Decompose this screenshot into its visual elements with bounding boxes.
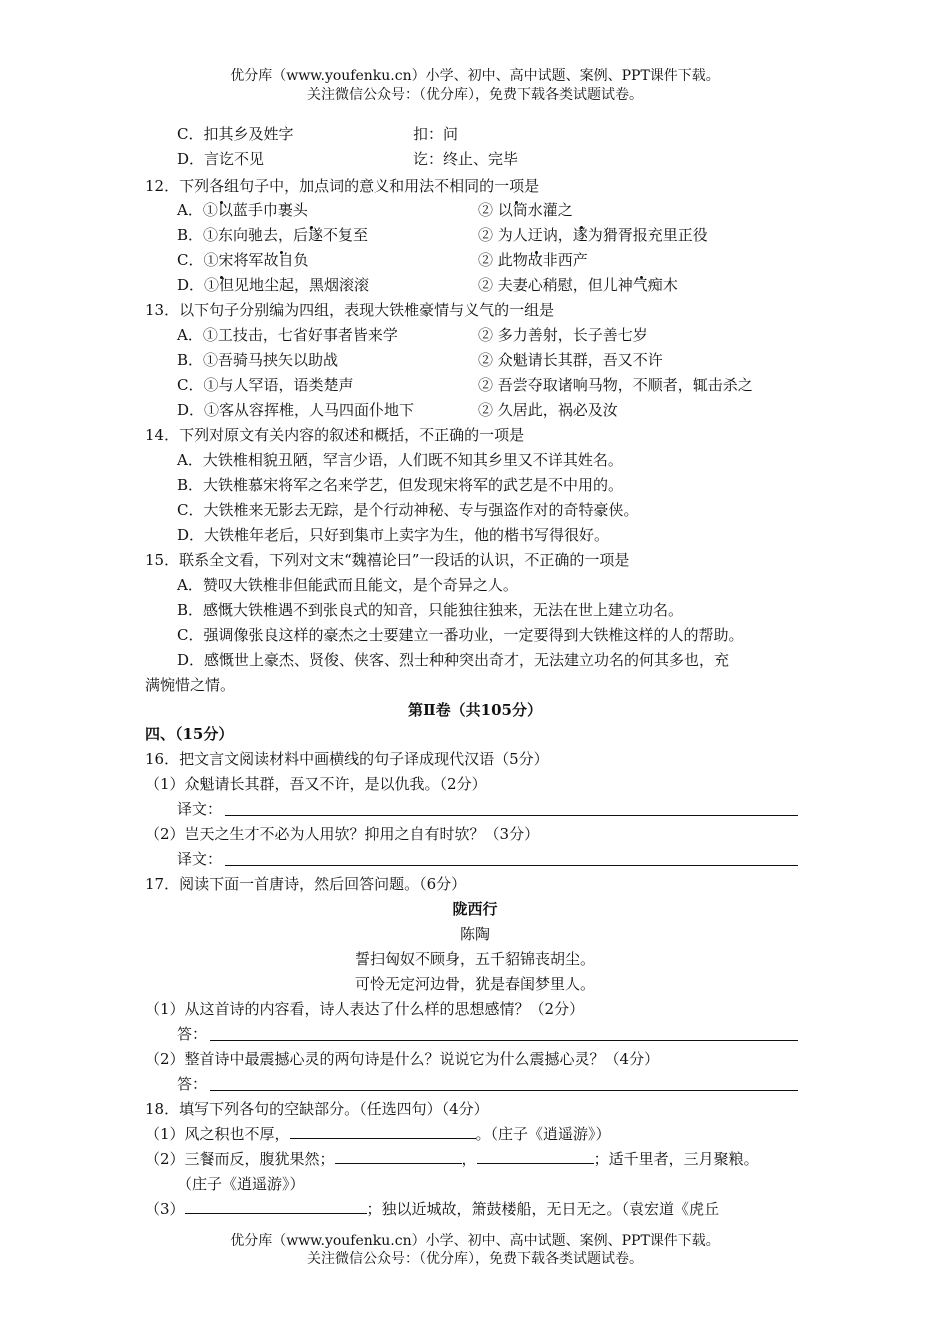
- q16-part-2-answer-line[interactable]: [225, 851, 798, 866]
- q14-option-a: A．大铁椎相貌丑陋，罕言少语，人们既不知其乡里又不详其姓名。: [177, 451, 623, 469]
- q18-blank-1[interactable]: [290, 1124, 476, 1139]
- q13-option-c2: ② 吾尝夺取诸响马物，不顺者，辄击杀之: [478, 376, 753, 394]
- q18-line-1-prefix: （1）风之积也不厚，: [145, 1125, 290, 1143]
- q15-option-c: C．强调像张良这样的豪杰之士要建立一番功业，一定要得到大铁椎这样的人的帮助。: [177, 626, 744, 644]
- q13-stem: 13．以下句子分别编为四组，表现大铁椎豪情与义气的一组是: [145, 301, 555, 319]
- q18-blank-4[interactable]: [185, 1199, 367, 1214]
- q12-option-a2: ② 以筒水灌之: [478, 201, 573, 219]
- q18-line-2-prefix: （2）三餐而反，腹犹果然；: [145, 1150, 335, 1168]
- q12-option-d2: ② 夫妻心稍慰，但儿神气痴木: [478, 276, 678, 294]
- q12-option-b2: ② 为人迂讷，遂为猾胥报充里正役: [478, 226, 708, 244]
- q12-option-d1: D．①但见地尘起，黑烟滚滚: [177, 276, 370, 294]
- header-line-1: 优分库（www.youfenku.cn）小学、初中、高中试题、案例、PPT课件下载。: [230, 68, 720, 84]
- q18-blank-3[interactable]: [477, 1149, 594, 1164]
- q12-option-b1: B．①东向驰去，后遂不复至: [177, 226, 369, 244]
- q14-option-c: C．大铁椎来无影去无踪，是个行动神秘、专与强盗作对的奇特豪侠。: [177, 501, 639, 519]
- q12-stem: 12．下列各组句子中，加点词的意义和用法不相同的一项是: [145, 177, 540, 195]
- q16-part-1-answer-line[interactable]: [225, 801, 798, 816]
- q13-option-a2: ② 多力善射，长子善七岁: [478, 326, 648, 344]
- q17-part-2: （2）整首诗中最震撼心灵的两句诗是什么？说说它为什么震撼心灵？（4分）: [145, 1050, 660, 1068]
- q15-option-b: B．感慨大铁椎遇不到张良式的知音，只能独往独来，无法在世上建立功名。: [177, 601, 684, 619]
- q13-option-d2: ② 久居此，祸必及汝: [478, 401, 618, 419]
- q16-part-1: （1）众魁请长其群，吾又不许，是以仇我。（2分）: [145, 775, 487, 793]
- q16-part-2: （2）岂天之生才不必为人用欤？抑用之自有时欤？（3分）: [145, 825, 540, 843]
- q18-line-2-sep: ，: [461, 1150, 477, 1168]
- q11-option-c: C．扣其乡及姓字: [177, 125, 294, 143]
- q15-stem: 15．联系全文看，下列对文末“魏禧论曰”一段话的认识，不正确的一项是: [145, 551, 630, 569]
- q15-option-a: A．赞叹大铁椎非但能武而且能文，是个奇异之人。: [177, 576, 518, 594]
- footer-line-2: 关注微信公众号：（优分库），免费下载各类试题试卷。: [307, 1251, 643, 1267]
- q12-option-c2: ② 此物故非西产: [478, 251, 588, 269]
- q17-part-1-label: 答：: [177, 1025, 208, 1043]
- q14-stem: 14．下列对原文有关内容的叙述和概括，不正确的一项是: [145, 426, 525, 444]
- q15-option-d-cont: 满惋惜之情。: [145, 676, 236, 694]
- poem-title: 陇西行: [452, 900, 498, 918]
- q18-line-1-suffix: 。（庄子《逍遥游》）: [475, 1125, 611, 1143]
- q16-part-2-label: 译文：: [177, 850, 223, 868]
- q18-line-2-suffix: ；适千里者，三月聚粮。: [593, 1150, 759, 1168]
- q18-line-3: [145, 1199, 719, 1219]
- q17-part-1-answer-line[interactable]: [210, 1026, 798, 1041]
- section-4-title: 四、（15分）: [145, 725, 234, 743]
- volume-2-title: 第Ⅱ卷（共105分）: [408, 701, 542, 719]
- q11-option-c-gloss: 扣：问: [413, 125, 459, 143]
- poem-author: 陈陶: [459, 925, 490, 943]
- footer-line-1: 优分库（www.youfenku.cn）小学、初中、高中试题、案例、PPT课件下载。: [230, 1233, 720, 1249]
- q16-part-1-label: 译文：: [177, 800, 223, 818]
- q12-option-a1: A．①以蓝手巾裹头: [177, 201, 308, 219]
- header-line-2: 关注微信公众号：（优分库），免费下载各类试题试卷。: [307, 87, 643, 103]
- q18-blank-2[interactable]: [335, 1149, 462, 1164]
- q13-option-b2: ② 众魁请长其群，吾又不许: [478, 351, 663, 369]
- q17-part-2-label: 答：: [177, 1075, 208, 1093]
- q13-option-b1: B．①吾骑马挟矢以助战: [177, 351, 339, 369]
- q13-option-a1: A．①工技击，七省好事者皆来学: [177, 326, 398, 344]
- q15-option-d: D．感慨世上豪杰、贤俊、侠客、烈士种种突出奇才，无法建立功名的何其多也，充: [177, 651, 730, 669]
- q13-option-d1: D．①客从容挥椎，人马四面仆地下: [177, 401, 415, 419]
- q13-option-c1: C．①与人罕语，语类楚声: [177, 376, 354, 394]
- q11-option-d-gloss: 讫：终止、完毕: [413, 150, 519, 168]
- q18-line-1: [145, 1124, 611, 1144]
- poem-line-2: 可怜无定河边骨，犹是春闺梦里人。: [354, 975, 595, 993]
- q11-option-d: D．言讫不见: [177, 150, 265, 168]
- q14-option-b: B．大铁椎慕宋将军之名来学艺，但发现宋将军的武艺是不中用的。: [177, 476, 624, 494]
- q18-line-2-source: （庄子《逍遥游》）: [177, 1175, 305, 1193]
- q17-stem: 17．阅读下面一首唐诗，然后回答问题。（6分）: [145, 875, 467, 893]
- q18-stem: 18．填写下列各句的空缺部分。（任选四句）（4分）: [145, 1100, 489, 1118]
- poem-line-1: 誓扫匈奴不顾身，五千貂锦丧胡尘。: [354, 950, 595, 968]
- q17-part-2-answer-line[interactable]: [210, 1076, 798, 1091]
- q12-option-c1: C．①宋将军故自负: [177, 251, 309, 269]
- q18-line-3-suffix: ；独以近城故，箫鼓楼船，无日无之。（袁宏道《虎丘: [366, 1200, 720, 1218]
- q18-line-2: [145, 1149, 759, 1169]
- q18-line-3-prefix: （3）: [145, 1200, 185, 1218]
- q17-part-1: （1）从这首诗的内容看，诗人表达了什么样的思想感情？（2分）: [145, 1000, 585, 1018]
- q14-option-d: D．大铁椎年老后，只好到集市上卖字为生，他的楷书写得很好。: [177, 526, 610, 544]
- q16-stem: 16．把文言文阅读材料中画横线的句子译成现代汉语（5分）: [145, 750, 549, 768]
